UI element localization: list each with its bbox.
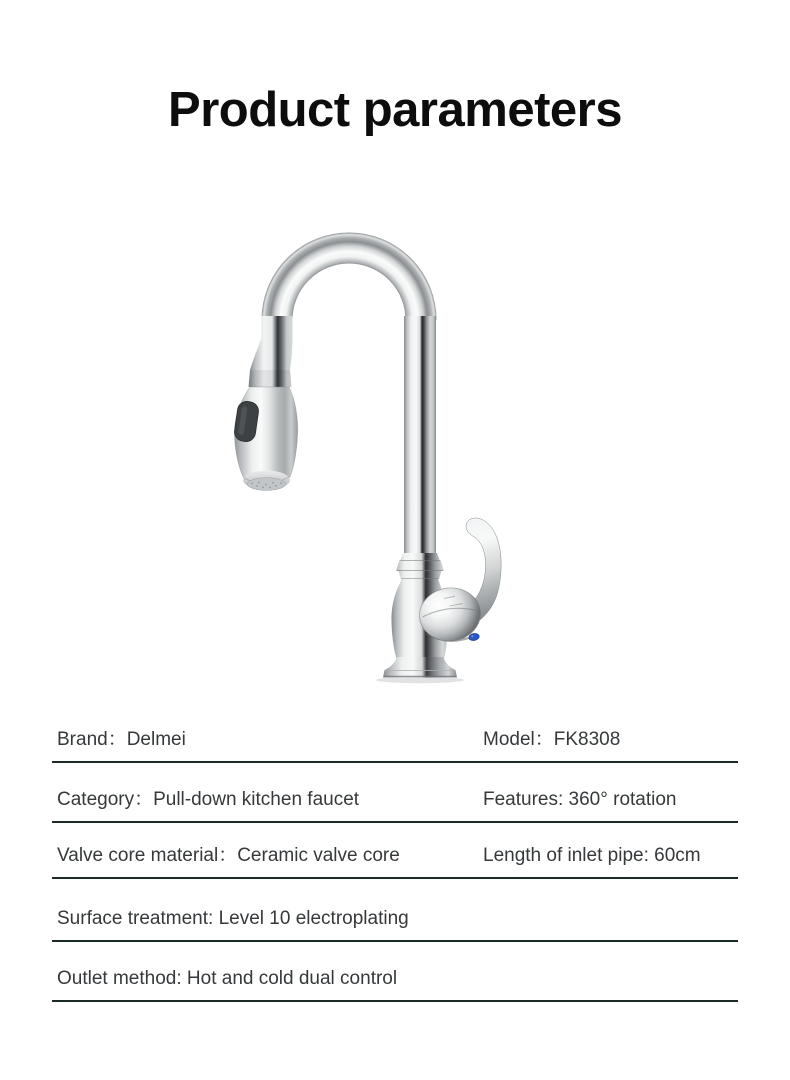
spec-brand: Brand：Delmei <box>57 729 186 751</box>
body-collar <box>396 553 444 579</box>
spec-model: Model：FK8308 <box>483 729 621 751</box>
spec-row-outlet <box>52 942 738 1002</box>
gooseneck-spout <box>277 248 421 320</box>
spec-category: Category：Pull-down kitchen faucet <box>57 789 360 811</box>
spray-head-socket <box>250 338 293 370</box>
spec-row-surface <box>52 879 738 942</box>
faucet-illustration <box>233 248 501 683</box>
spec-surface-treatment: Surface treatment: Level 10 electroplating <box>57 908 409 930</box>
base-shadow <box>376 677 464 683</box>
faucet-base <box>383 657 457 678</box>
spec-row-category-features <box>52 763 738 823</box>
page-title: Product parameters <box>168 83 622 137</box>
spec-valve-core: Valve core material：Ceramic valve core <box>57 845 400 867</box>
spec-row-valve-pipe <box>52 823 738 879</box>
neck-ring-shade <box>249 370 292 387</box>
spec-row-brand-model <box>52 710 738 763</box>
spec-outlet-method: Outlet method: Hot and cold dual control <box>57 968 398 990</box>
spec-inlet-length: Length of inlet pipe: 60cm <box>483 845 701 867</box>
spec-features: Features: 360° rotation <box>483 789 677 811</box>
spec-table <box>52 710 738 1002</box>
